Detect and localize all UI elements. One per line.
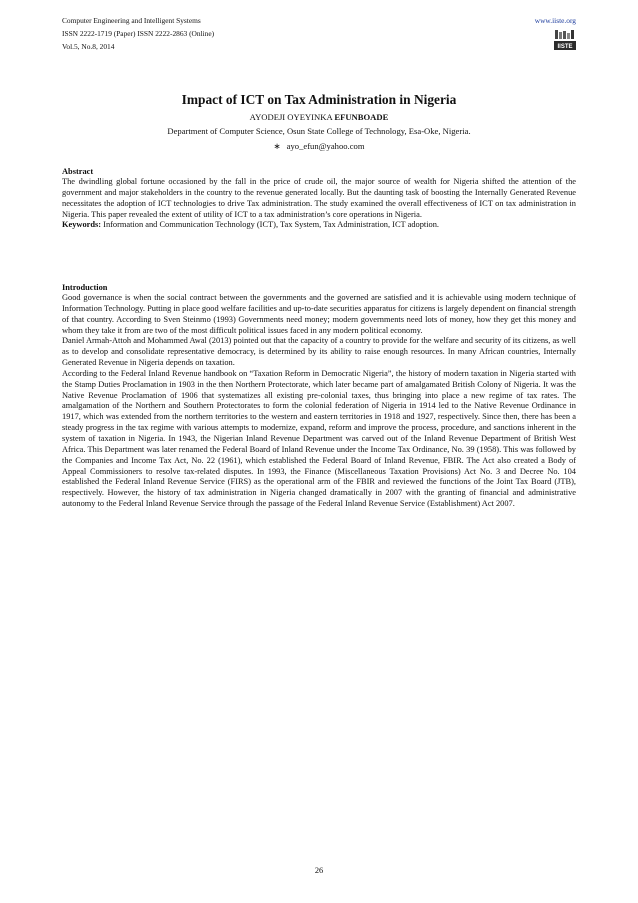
issn-line: ISSN 2222-1719 (Paper) ISSN 2222-2863 (Online) <box>62 29 215 38</box>
abstract-text: The dwindling global fortune occasioned by the fall in the price of crude oil, the major source of wealth for Nigeria shifted the attention of the government and major stakeholders in the country to the revenue generated locally. But the daunting task of boosting the Internally Generated Revenue necessitates the adoption of ICT technologies to drive Tax administration. The study examined the overall effectiveness of ICT on tax administration in Nigeria. This paper revealed the extent of utility of ICT to a tax administration’s core operations in Nigeria. <box>62 177 576 219</box>
keywords-line <box>62 220 576 231</box>
email-line <box>62 141 576 152</box>
abstract-heading: Abstract <box>62 167 94 176</box>
author-surname: EFUNBOADE <box>334 112 389 122</box>
author-affiliation: Department of Computer Science, Osun State College of Technology, Esa-Oke, Nigeria. <box>167 126 471 136</box>
corresponding-marker: ∗ <box>273 141 281 151</box>
volume-line: Vol.5, No.8, 2014 <box>62 42 115 51</box>
keywords-text: Information and Communication Technology (ICT), Tax System, Tax Administration, ICT adoption. <box>103 220 440 230</box>
introduction-section <box>62 282 576 510</box>
journal-name: Computer Engineering and Intelligent Systems <box>62 16 201 25</box>
keywords-label: Keywords: <box>62 220 102 230</box>
intro-paragraph: Good governance is when the social contract between the governments and the governed are satisfied and it is achievable using modern technique of Information Technology. Putting in place good welfare facilities and up-to-date securities apparatus for citizens is largely dependent on financial strength of that country. According to Sven Steinmo (1993) Governments need money; modern governments need lots of money, how they get this money and whom they take it from are two of the most difficult political issues faced in any modern political economy. <box>62 293 576 335</box>
page-number: 26 <box>314 866 324 875</box>
introduction-heading: Introduction <box>62 283 108 292</box>
author-given-names: AYODEJI OYEYINKA <box>249 112 333 122</box>
iiste-logo <box>554 29 576 51</box>
journal-website-link[interactable]: www.iiste.org <box>534 16 576 25</box>
author-line <box>62 112 576 123</box>
intro-paragraph: Daniel Armah-Attoh and Mohammed Awal (2013) pointed out that the capacity of a country to provide for the welfare and security of its citizens, as well as to develop and consolidate representative democracy, is determined by its ability to raise enough resources. In many African countries, Internally Generated Revenue in Nigeria depends on taxation. <box>62 336 576 368</box>
logo-wordmark: IISTE <box>557 44 573 50</box>
paper-title: Impact of ICT on Tax Administration in Nigeria <box>181 92 457 107</box>
author-email[interactable]: ayo_efun@yahoo.com <box>286 141 365 151</box>
intro-paragraph: According to the Federal Inland Revenue handbook on “Taxation Reform in Democratic Nigeria”, the history of modern taxation in Nigeria started with the Stamp Duties Proclamation in 1903 in the then Northern Protectorate, which later became part of amalgamated British Colony of Nigeria. It was the Native Revenue Proclamation of 1906 that systematizes all existing pre-colonial taxes, thus bringing into place a new regime of tax rates. The amalgamation of the Northern and Southern Protectorates to form the colonial federation of Nigeria in 1914 led to the Native Revenue Ordinance in 1917, which was extended from the northern territories to the western and eastern territories in 1918 and 1927, respectively. Since then, there has been a steady progress in the tax regime with various attempts to modernize, expand, reform and improve the process, procedure, and sanctions inherent in the system of taxation in Nigeria. In 1943, the Nigerian Inland Revenue Department was carved out of the Inland Revenue Department of British West Africa. This Department was later renamed the Federal Board of Inland Revenue under the Income Tax Ordinance, No. 39 (1958). This was followed by the Companies and Income Tax Act, No. 22 (1961), which established the Federal Board of Inland Revenue, FBIR. The Act also created a Body of Appeal Commissioners to resolve tax-related disputes. In 1993, the Finance (Miscellaneous Taxation Provisions) Act No. 3 and Decree No. 104 established the Federal Inland Revenue Service (FIRS) as the operational arm of the FBIR and reviewed the functions of the Joint Tax Board (JTB), respectively. However, the history of tax administration in Nigeria changed dramatically in 2007 with the granting of financial and administrative autonomy to the Federal Inland Revenue Service through the passage of the Federal Inland Revenue Service (Establishment) Act 2007. <box>62 368 576 509</box>
abstract-section <box>62 166 576 231</box>
